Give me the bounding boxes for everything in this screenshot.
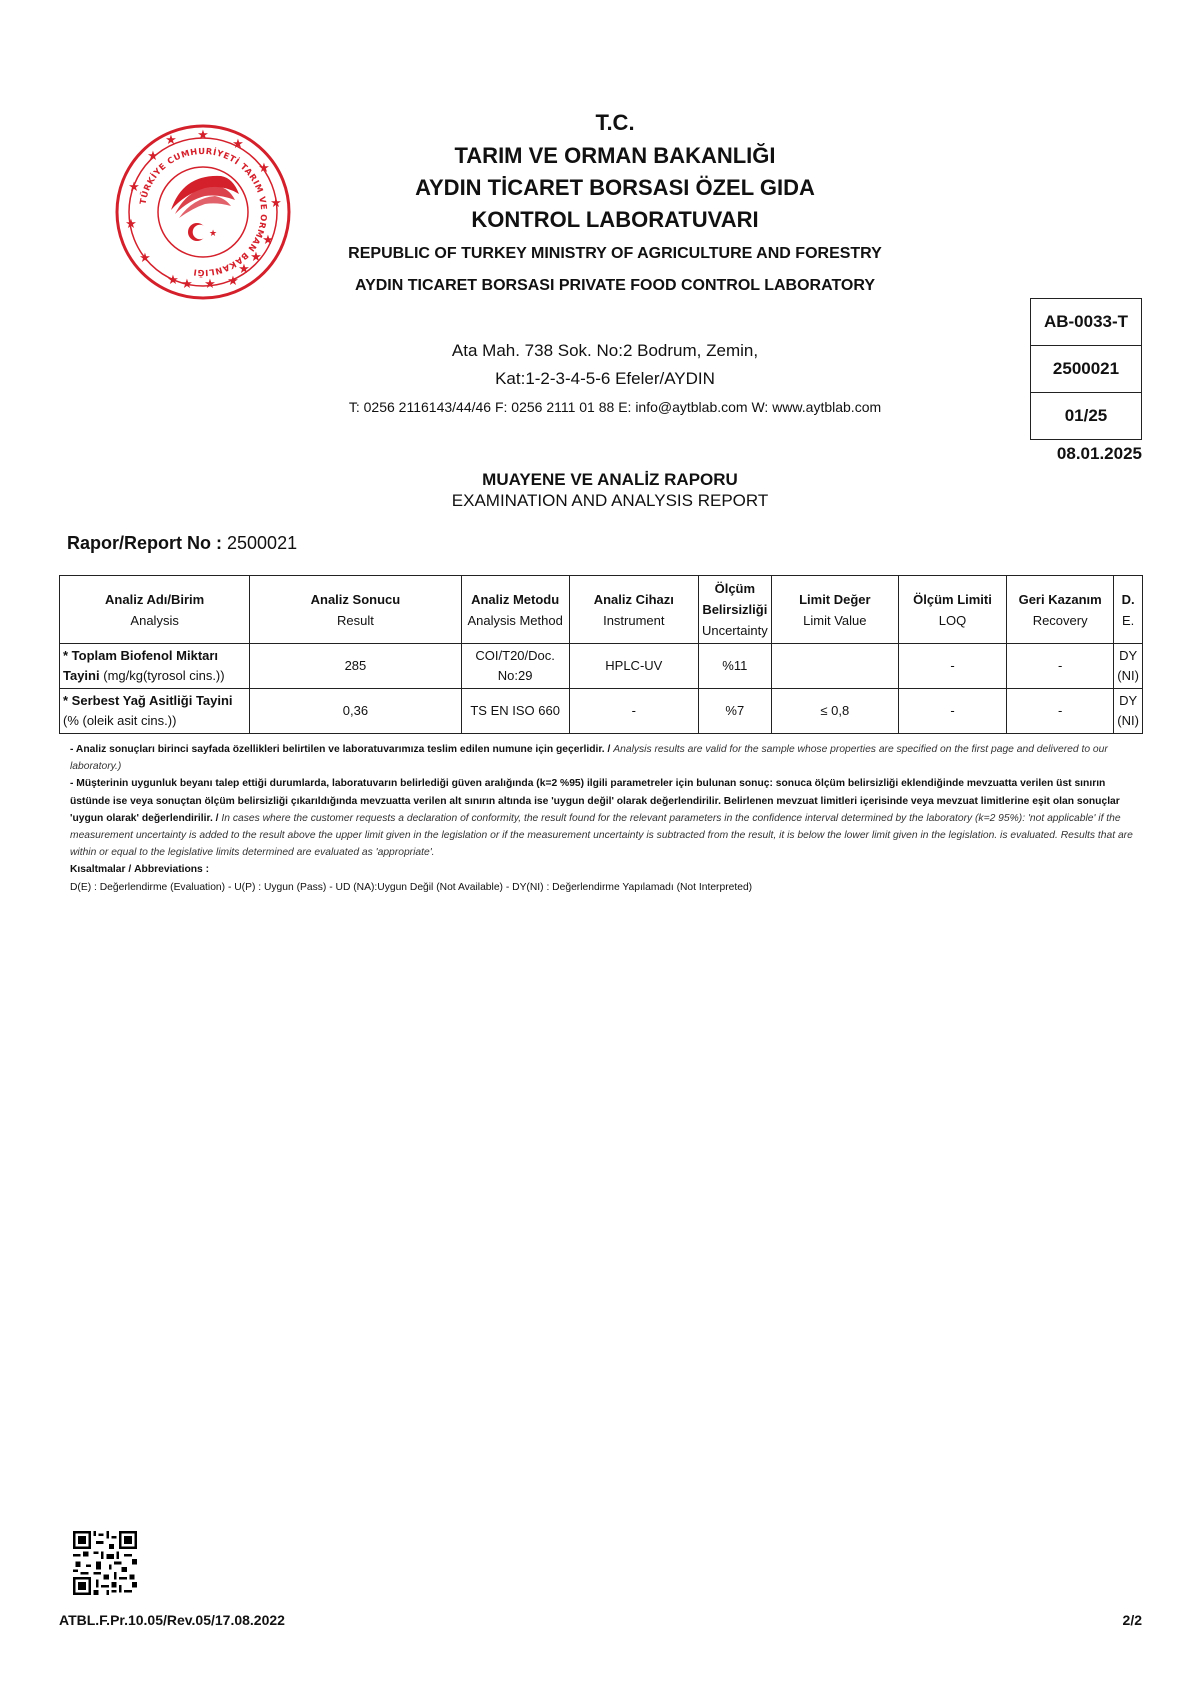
cell-recovery: - — [1007, 689, 1114, 734]
cell-instrument: HPLC-UV — [569, 644, 698, 689]
report-date: 08.01.2025 — [1056, 444, 1142, 463]
svg-text:★: ★ — [262, 233, 274, 248]
cell-loq: - — [898, 644, 1006, 689]
report-id-box — [1030, 298, 1142, 440]
form-code: ATBL.F.Pr.10.05/Rev.05/17.08.2022 — [59, 1612, 285, 1628]
header-tc: T.C. — [595, 110, 635, 135]
seal-text: TÜRKİYE CUMHURİYETİ TARIM VE ORMAN BAKANLIĞI — [137, 145, 270, 279]
svg-text:★: ★ — [250, 250, 262, 265]
cell-loq: - — [898, 689, 1006, 734]
note-conformity: - Müşterinin uygunluk beyanı talep ettiği durumlarda, laboratuvarın belirlediği güven aralığında (k=2 %95) ilgili parametreler için bulunan sonuç: sonuca ölçüm belirsizliği eklendiğinde mevzuatta verilen üst sınırın üstünde ise veya sonuçtan ölçüm belirsizliği çıkarıldığında mevzuatta verilen alt sınırın altında ise 'uygun değil' olarak değerlendirilir. Belirlenen mevzuat limitleri içerisinde veya mevzuat limitlerine eşit olan sonuçlar 'uygun olarak' değerlendirilir. / In cases where the customer requests a declaration of conformity, the result found for the relevant parameters in the confidence interval determined by the laboratory (k=2 95%): 'not applicable' if the measurement uncertainty is added to the result above the upper limit given in the legislation or if the measurement uncertainty is subtracted from the result, it is below the lower limit given in the legislation. is evaluated. Results that are within or equal to the legislative limits determined are evaluated as 'appropriate'. — [70, 778, 1133, 859]
svg-text:★: ★ — [139, 251, 151, 266]
cell-limit — [771, 644, 898, 689]
note-abbreviations: D(E) : Değerlendirme (Evaluation) - U(P) : Uygun (Pass) - UD (NA):Uygun Değil (Not Available) - DY(NI) : Değerlendirme Yapılamadı (Not Interpreted) — [70, 881, 753, 893]
cell-method: COI/T20/Doc. No:29 — [461, 644, 569, 689]
svg-text:★: ★ — [181, 277, 193, 292]
svg-text:★: ★ — [165, 133, 177, 148]
report-sequence: 01/25 — [1064, 406, 1108, 425]
svg-text:★: ★ — [227, 274, 239, 289]
cell-limit: ≤ 0,8 — [771, 689, 898, 734]
col-uncertainty: Ölçüm Belirsizliği Uncertainty — [698, 576, 771, 644]
cell-result: 285 — [250, 644, 461, 689]
header-lab-line1: AYDIN TİCARET BORSASI ÖZEL GIDA — [415, 175, 815, 200]
report-number-value: 2500021 — [227, 533, 298, 553]
svg-text:★: ★ — [204, 277, 216, 292]
cell-method: TS EN ISO 660 — [461, 689, 569, 734]
cell-uncertainty: %11 — [698, 644, 771, 689]
header-en-lab: AYDIN TICARET BORSASI PRIVATE FOOD CONTROL LABORATORY — [354, 277, 876, 294]
report-number-label: Rapor/Report No : — [67, 533, 222, 553]
cell-evaluation: DY (NI) — [1114, 689, 1143, 734]
svg-text:★: ★ — [232, 137, 244, 152]
col-analysis: Analiz Adı/Birim Analysis — [60, 576, 250, 644]
table-row — [60, 689, 1143, 734]
cell-analysis: * Toplam Biofenol Miktarı Tayini (mg/kg(tyrosol cins.)) — [60, 644, 250, 689]
results-table — [59, 575, 1143, 734]
notes-section — [70, 741, 1138, 896]
svg-text:★: ★ — [147, 149, 159, 164]
col-result: Analiz Sonucu Result — [250, 576, 461, 644]
col-limit: Limit Değer Limit Value — [771, 576, 898, 644]
header-en-ministry: REPUBLIC OF TURKEY MINISTRY OF AGRICULTURE AND FORESTRY — [348, 245, 882, 262]
table-header-row — [60, 576, 1143, 644]
cell-analysis: * Serbest Yağ Asitliği Tayini (% (oleik asit cins.)) — [60, 689, 250, 734]
address-line1: Ata Mah. 738 Sok. No:2 Bodrum, Zemin, — [451, 341, 759, 360]
qr-code-icon — [73, 1531, 137, 1595]
address-line2: Kat:1-2-3-4-5-6 Efeler/AYDIN — [495, 369, 715, 388]
report-number-box: 2500021 — [1031, 346, 1141, 393]
cell-result: 0,36 — [250, 689, 461, 734]
report-number — [67, 533, 297, 554]
col-evaluation: D. E. — [1114, 576, 1143, 644]
svg-text:★: ★ — [197, 128, 209, 143]
col-instrument: Analiz Cihazı Instrument — [569, 576, 698, 644]
svg-text:★: ★ — [270, 196, 282, 211]
accreditation-code: AB-0033-T — [1031, 299, 1141, 346]
note-validity: - Analiz sonuçları birinci sayfada özellikleri belirtilen ve laboratuvarımıza teslim edilen numune için geçerlidir. / Analysis results are valid for the sample whose properties are specified on the first page and delivered to our laboratory.) — [70, 744, 1108, 773]
contact-info: T: 0256 2116143/44/46 F: 0256 2111 01 88 E: info@aytblab.com W: www.aytblab.com — [348, 399, 882, 415]
table-row — [60, 644, 1143, 689]
seal-emblem-icon — [171, 176, 239, 241]
cell-evaluation: DY (NI) — [1114, 644, 1143, 689]
cell-recovery: - — [1007, 644, 1114, 689]
svg-text:★: ★ — [258, 161, 270, 176]
col-recovery: Geri Kazanım Recovery — [1007, 576, 1114, 644]
report-title-en: EXAMINATION AND ANALYSIS REPORT — [451, 491, 769, 510]
svg-text:★: ★ — [209, 229, 218, 239]
page-number: 2/2 — [1122, 1612, 1142, 1628]
col-method: Analiz Metodu Analysis Method — [461, 576, 569, 644]
cell-instrument: - — [569, 689, 698, 734]
svg-text:★: ★ — [238, 262, 250, 277]
header-lab-line2: KONTROL LABORATUVARI — [471, 207, 759, 232]
svg-text:★: ★ — [167, 273, 179, 288]
svg-text:★: ★ — [125, 217, 137, 232]
note-abbreviations-label: Kısaltmalar / Abbreviations : — [70, 864, 210, 876]
header-ministry: TARIM VE ORMAN BAKANLIĞI — [454, 143, 776, 168]
report-title-tr: MUAYENE VE ANALİZ RAPORU — [482, 470, 738, 489]
col-loq: Ölçüm Limiti LOQ — [898, 576, 1006, 644]
svg-text:★: ★ — [128, 180, 140, 195]
cell-uncertainty: %7 — [698, 689, 771, 734]
